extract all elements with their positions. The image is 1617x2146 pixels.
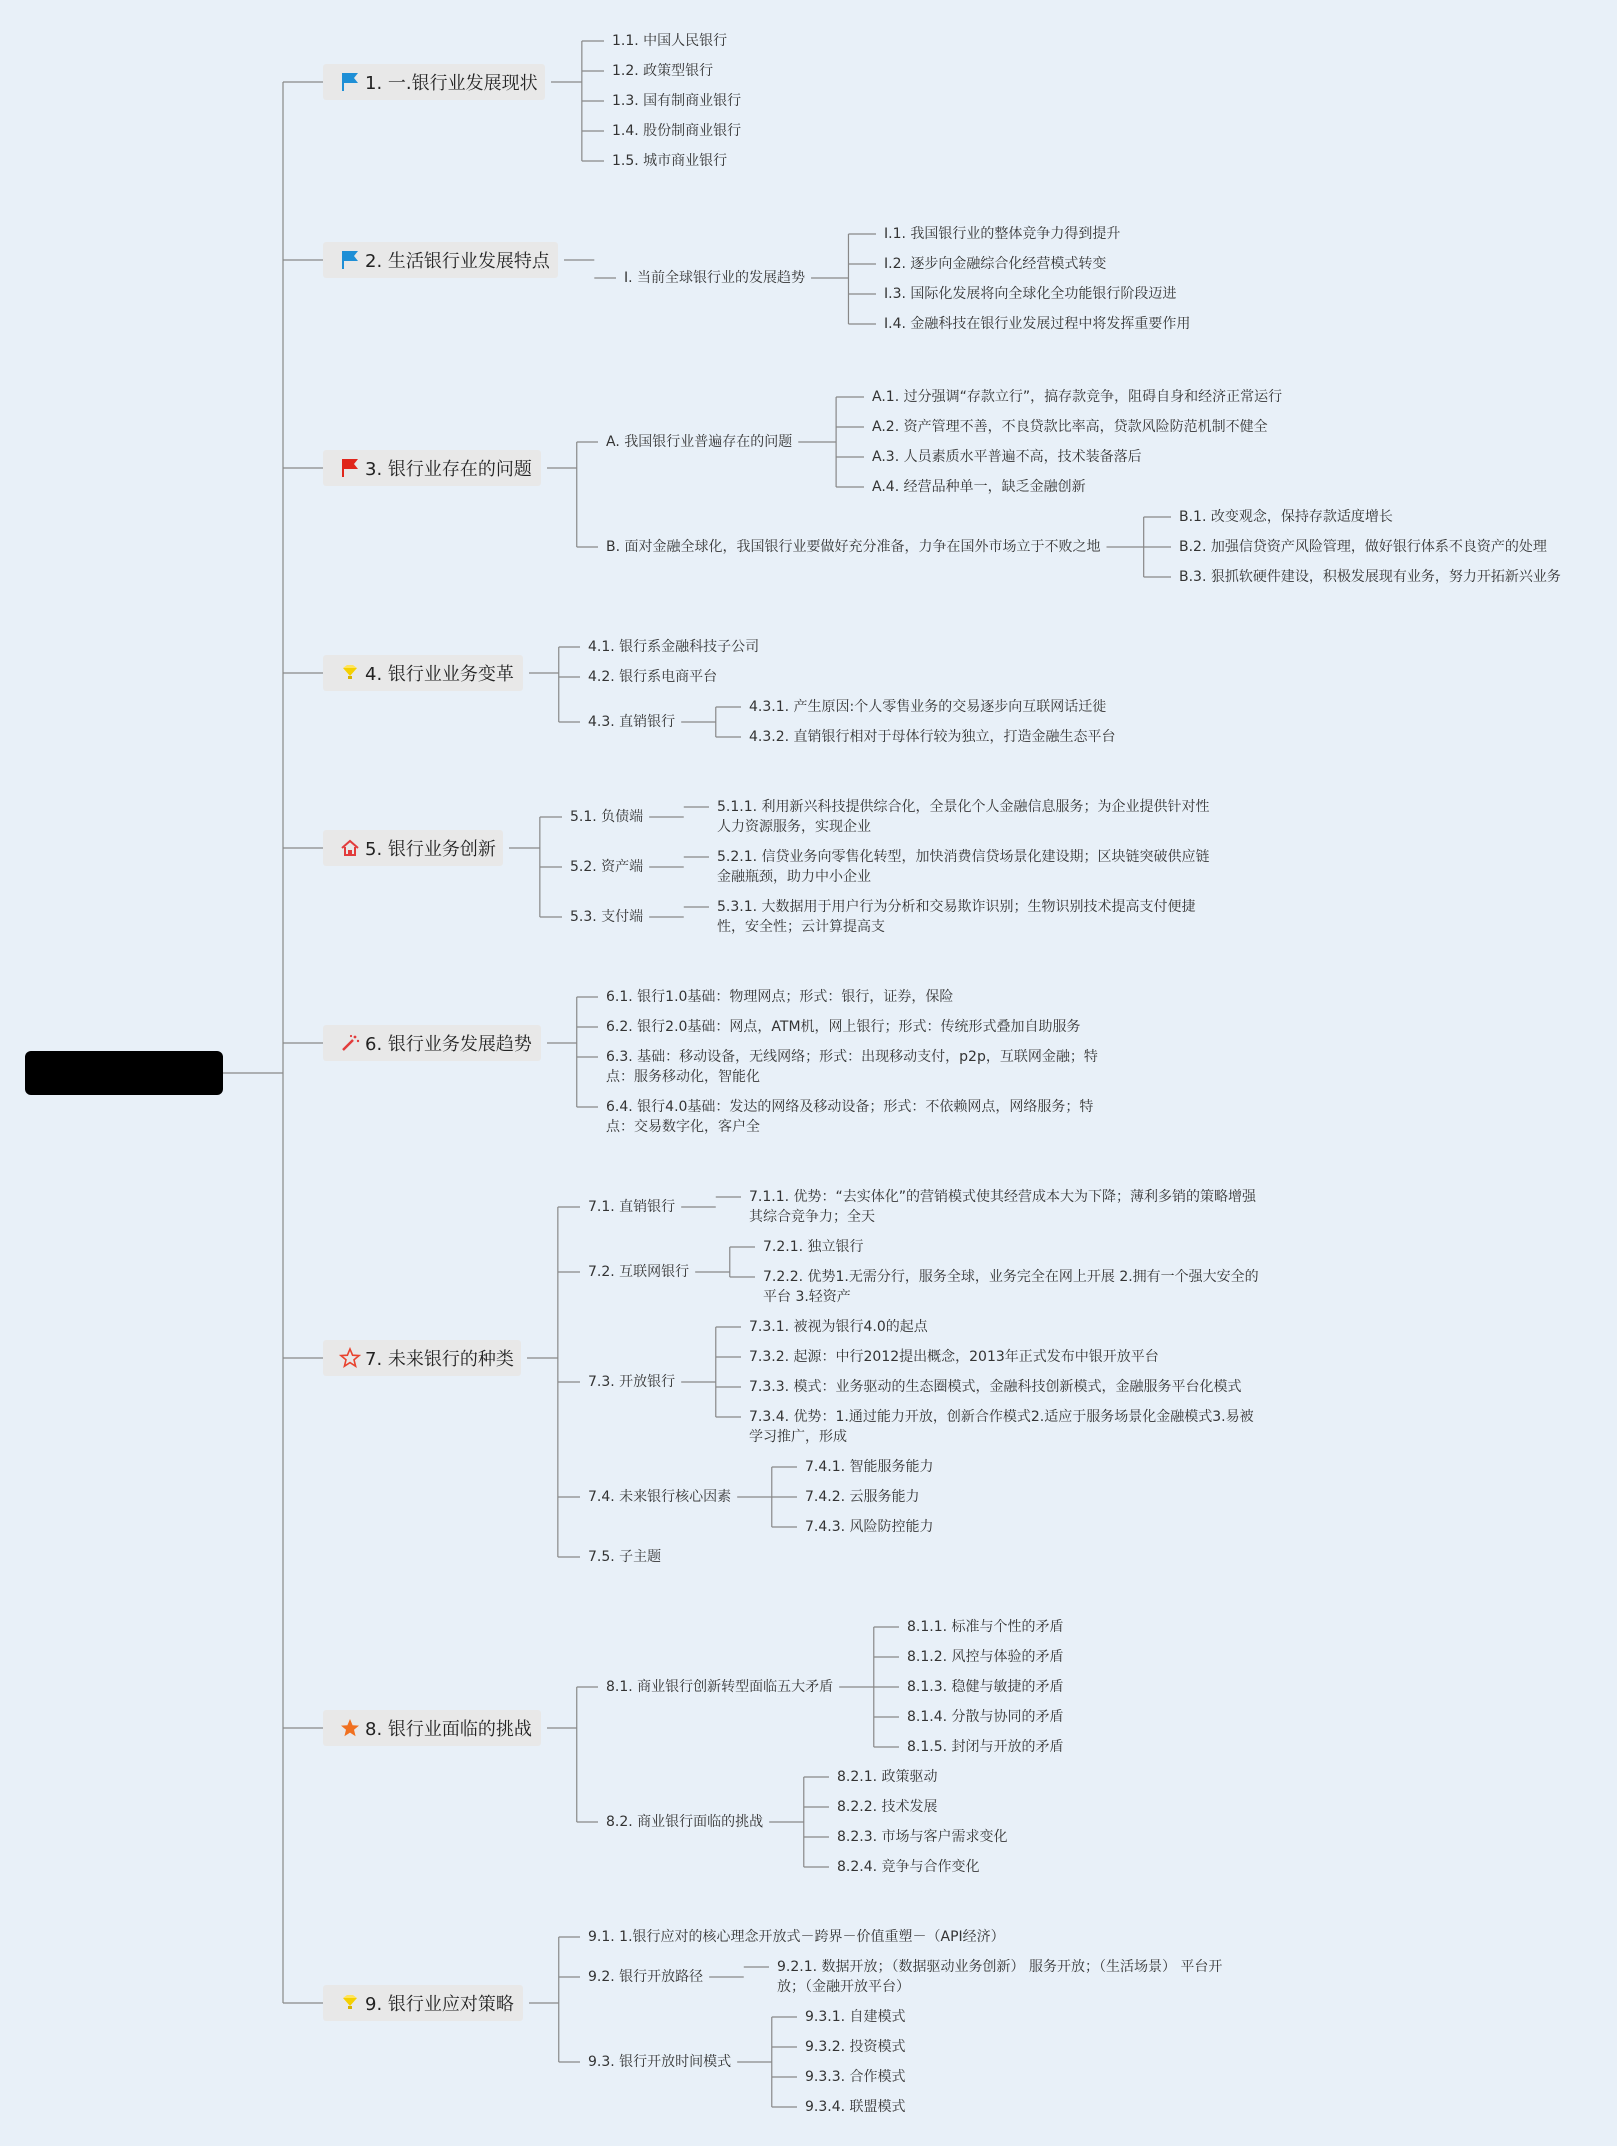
topic-6[interactable] [323, 1025, 541, 1061]
branch-node[interactable]: 9.2.1. 数据开放；（数据驱动业务创新） 服务开放；（生活场景） 平台开放；（金融开放平台） [777, 1959, 1223, 1995]
branch-node[interactable]: 8.1.2. 风控与体验的矛盾 [907, 1649, 1064, 1665]
star-outline-icon [339, 1347, 361, 1369]
branch-node[interactable]: 8.2.4. 竞争与合作变化 [837, 1859, 980, 1875]
branch-node[interactable]: 5.2.1. 信贷业务向零售化转型，加快消费信贷场景化建设期；区块链突破供应链金融瓶颈，助力中小企业 [717, 849, 1210, 885]
branch-node[interactable]: 1.5. 城市商业银行 [612, 153, 728, 169]
branch-node[interactable]: 4.3.2. 直销银行相对于母体行较为独立，打造金融生态平台 [749, 729, 1116, 745]
flag-blue-icon [339, 249, 361, 271]
branch-node[interactable]: 5.3. 支付端 [570, 909, 644, 925]
branch-node[interactable]: I.3. 国际化发展将向全球化全功能银行阶段迈进 [884, 286, 1177, 302]
branch-node[interactable]: 8.1.5. 封闭与开放的矛盾 [907, 1739, 1064, 1755]
star-filled-icon [339, 1717, 361, 1739]
branch-node[interactable]: 4.3. 直销银行 [588, 714, 676, 730]
branch-node[interactable]: 7.2.2. 优势1.无需分行，服务全球，业务完全在网上开展 2.拥有一个强大安全的平台 3.轻资产 [763, 1269, 1259, 1305]
branch-node[interactable]: 5.1.1. 利用新兴科技提供综合化，全景化个人金融信息服务；为企业提供针对性人力资源服务，实现企业 [717, 799, 1210, 835]
lightbulb-icon [339, 662, 361, 684]
branch-node[interactable]: 7.2.1. 独立银行 [763, 1239, 864, 1255]
branch-node[interactable]: 7.4. 未来银行核心因素 [588, 1489, 732, 1505]
branch-node[interactable]: 8.1. 商业银行创新转型面临五大矛盾 [606, 1679, 834, 1695]
topic-label: 9. 银行业应对策略 [365, 1994, 514, 2015]
branch-node[interactable]: A.3. 人员素质水平普遍不高，技术装备落后 [872, 449, 1142, 465]
branch-node[interactable]: 7.5. 子主题 [588, 1549, 662, 1565]
topic-label: 3. 银行业存在的问题 [365, 459, 532, 480]
topic-label: 7. 未来银行的种类 [365, 1349, 514, 1370]
branch-node[interactable]: 9.3.2. 投资模式 [805, 2039, 906, 2055]
topic-8[interactable] [323, 1710, 541, 1746]
topic-label: 8. 银行业面临的挑战 [365, 1719, 532, 1740]
branch-node[interactable]: I. 当前全球银行业的发展趋势 [624, 270, 806, 286]
branch-node[interactable]: 9.3.3. 合作模式 [805, 2069, 906, 2085]
topic-5[interactable] [323, 830, 503, 866]
flag-red-icon [339, 457, 361, 479]
topic-label: 5. 银行业务创新 [365, 839, 496, 860]
branch-node[interactable]: A.4. 经营品种单一，缺乏金融创新 [872, 479, 1086, 495]
flag-blue-icon [339, 71, 361, 93]
branch-node[interactable]: 4.3.1. 产生原因:个人零售业务的交易逐步向互联网话迁徙 [749, 699, 1107, 715]
branch-node[interactable]: 9.3.1. 自建模式 [805, 2009, 906, 2025]
topic-label: 1. 一.银行业发展现状 [365, 73, 538, 94]
branch-node[interactable]: 9.1. 1.银行应对的核心理念开放式－跨界－价值重塑－（API经济） [588, 1929, 1005, 1945]
branch-node[interactable]: 6.4. 银行4.0基础：发达的网络及移动设备；形式：不依赖网点，网络服务；特点：交易数字化，客户全 [606, 1099, 1094, 1135]
branch-node[interactable]: B.1. 改变观念，保持存款适度增长 [1179, 509, 1393, 525]
branch-node[interactable]: 7.3.2. 起源：中行2012提出概念，2013年正式发布中银开放平台 [749, 1349, 1159, 1365]
branch-node[interactable]: 8.2.3. 市场与客户需求变化 [837, 1829, 1008, 1845]
magic-wand-icon [339, 1032, 361, 1054]
branch-node[interactable]: 6.1. 银行1.0基础：物理网点；形式：银行，证券，保险 [606, 989, 954, 1005]
topic-1[interactable] [323, 64, 545, 100]
topic-7[interactable] [323, 1340, 521, 1376]
branch-node[interactable]: I.2. 逐步向金融综合化经营模式转变 [884, 256, 1107, 272]
branch-node[interactable]: B.3. 狠抓软硬件建设，积极发展现有业务，努力开拓新兴业务 [1179, 569, 1561, 585]
lightbulb-icon [339, 1992, 361, 2014]
branch-node[interactable]: B.2. 加强信贷资产风险管理，做好银行体系不良资产的处理 [1179, 539, 1547, 555]
branch-node[interactable]: 8.1.4. 分散与协同的矛盾 [907, 1709, 1064, 1725]
branch-node[interactable]: 9.3.4. 联盟模式 [805, 2099, 906, 2115]
topic-3[interactable] [323, 450, 541, 486]
branch-node[interactable]: 9.3. 银行开放时间模式 [588, 2054, 732, 2070]
root-topic[interactable] [25, 1051, 223, 1095]
branch-node[interactable]: 1.3. 国有制商业银行 [612, 93, 742, 109]
branch-node[interactable]: B. 面对金融全球化，我国银行业要做好充分准备，力争在国外市场立于不败之地 [606, 539, 1101, 555]
branch-node[interactable]: 6.3. 基础：移动设备，无线网络；形式：出现移动支付，p2p，互联网金融；特点：服务移动化，智能化 [606, 1049, 1098, 1085]
branch-node[interactable]: I.1. 我国银行业的整体竞争力得到提升 [884, 226, 1121, 242]
branch-node[interactable]: 8.2.1. 政策驱动 [837, 1769, 938, 1785]
branch-node[interactable]: 7.3. 开放银行 [588, 1374, 676, 1390]
branch-node[interactable]: 4.2. 银行系电商平台 [588, 669, 718, 685]
branch-node[interactable]: 7.2. 互联网银行 [588, 1264, 690, 1280]
topic-label: 2. 生活银行业发展特点 [365, 251, 550, 272]
branch-node[interactable]: 7.3.3. 模式：业务驱动的生态圈模式，金融科技创新模式，金融服务平台化模式 [749, 1379, 1242, 1395]
branch-node[interactable]: A.2. 资产管理不善，不良贷款比率高，贷款风险防范机制不健全 [872, 419, 1268, 435]
topic-9[interactable] [323, 1985, 523, 2021]
branch-node[interactable]: 6.2. 银行2.0基础：网点，ATM机，网上银行；形式：传统形式叠加自助服务 [606, 1019, 1081, 1035]
branch-node[interactable]: 4.1. 银行系金融科技子公司 [588, 639, 760, 655]
branch-node[interactable]: 8.2.2. 技术发展 [837, 1799, 938, 1815]
branch-node[interactable]: 7.4.3. 风险防控能力 [805, 1519, 934, 1535]
topic-label: 4. 银行业业务变革 [365, 664, 514, 685]
branch-node[interactable]: 8.1.3. 稳健与敏捷的矛盾 [907, 1679, 1064, 1695]
branch-node[interactable]: 1.2. 政策型银行 [612, 63, 714, 79]
branch-node[interactable]: 1.1. 中国人民银行 [612, 33, 728, 49]
branch-node[interactable]: I.4. 金融科技在银行业发展过程中将发挥重要作用 [884, 316, 1191, 332]
topic-2[interactable] [323, 242, 558, 278]
branch-node[interactable]: 7.3.1. 被视为银行4.0的起点 [749, 1319, 928, 1335]
home-icon [339, 837, 361, 859]
branch-node[interactable]: 9.2. 银行开放路径 [588, 1969, 704, 1985]
branch-node[interactable]: 5.3.1. 大数据用于用户行为分析和交易欺诈识别；生物识别技术提高支付便捷性，安全性；云计算提高支 [717, 899, 1196, 935]
topic-label: 6. 银行业务发展趋势 [365, 1034, 532, 1055]
branch-node[interactable]: 8.2. 商业银行面临的挑战 [606, 1814, 764, 1830]
branch-node[interactable]: A. 我国银行业普遍存在的问题 [606, 434, 793, 450]
branch-node[interactable]: 7.1. 直销银行 [588, 1199, 676, 1215]
topic-4[interactable] [323, 655, 523, 691]
branch-node[interactable]: A.1. 过分强调“存款立行”，搞存款竞争，阻碍自身和经济正常运行 [872, 389, 1283, 405]
branch-node[interactable]: 8.1.1. 标准与个性的矛盾 [907, 1619, 1064, 1635]
branch-node[interactable]: 7.4.1. 智能服务能力 [805, 1459, 934, 1475]
branch-node[interactable]: 5.2. 资产端 [570, 859, 644, 875]
branch-node[interactable]: 7.3.4. 优势：1.通过能力开放，创新合作模式2.适应于服务场景化金融模式3.易被学习推广，形成 [749, 1409, 1254, 1445]
branch-node[interactable]: 1.4. 股份制商业银行 [612, 123, 742, 139]
branch-node[interactable]: 5.1. 负债端 [570, 809, 644, 825]
branch-node[interactable]: 7.4.2. 云服务能力 [805, 1489, 920, 1505]
branch-node[interactable]: 7.1.1. 优势：“去实体化”的营销模式使其经营成本大为下降；薄利多销的策略增强其综合竞争力；全天 [749, 1189, 1257, 1225]
